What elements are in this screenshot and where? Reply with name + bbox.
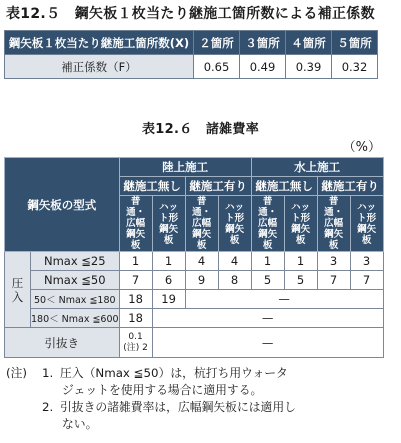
table-cell: 0.49 [240,55,286,79]
column-header: ハット形鋼矢板 [350,196,383,252]
row-label: Nmax ≦25 [31,252,120,271]
table-cell: 4 [185,252,218,271]
table-row [5,55,378,79]
column-header: 普通・広幅鋼矢板 [251,196,284,252]
press-label: 圧 入 [5,252,31,328]
table-row [5,328,384,358]
notes [6,365,296,433]
column-header: ハット形鋼矢板 [218,196,251,252]
table-cell: 18 [119,309,152,328]
table-cell: — [185,290,383,309]
note-text: 圧入（Nmax ≦50）は，杭打ち用ウォータ [60,366,288,380]
row-label: 50＜ Nmax ≦180 [31,290,120,309]
correction-factor-table [4,30,378,79]
note-text: ジェットを使用する場合に適用する。 [62,383,263,397]
table-cell: 5 [284,271,317,290]
table-cell: — [152,328,383,358]
column-header: ハット形鋼矢板 [152,196,185,252]
table-cell: 19 [152,290,185,309]
note-number: 1. [42,366,54,380]
table-cell: 5 [251,271,284,290]
table-row [5,252,384,271]
subgroup-header: 継施工有り [317,177,383,196]
table-cell: 8 [218,271,251,290]
row-label: Nmax ≦50 [31,271,120,290]
row-label: 180＜ Nmax ≦600 [31,309,120,328]
table-cell: 3 [317,252,350,271]
subgroup-header: 継施工有り [185,177,251,196]
table-cell: 9 [185,271,218,290]
table-cell: 7 [119,271,152,290]
column-header: 普通・広幅鋼矢板 [185,196,218,252]
table2-title: 表12.６ 諸雑費率 [141,122,260,137]
table-row [5,158,384,177]
table-cell: 4 [218,252,251,271]
table-cell: 18 [119,290,152,309]
unit-label: （%） [342,140,381,155]
table-row [5,290,384,309]
group-header: 水上施工 [251,158,383,177]
column-header: ３箇所 [240,31,286,55]
note-text: ない。 [62,417,98,431]
table-cell: 0.65 [194,55,240,79]
column-header: ４箇所 [286,31,332,55]
table-cell: 7 [317,271,350,290]
table-cell: 7 [350,271,383,290]
column-header: 普通・広幅鋼矢板 [119,196,152,252]
note-lead: (注) [6,366,28,380]
table-cell: — [152,309,383,328]
table-cell: 0.39 [286,55,332,79]
subgroup-header: 継施工無し [251,177,317,196]
table-cell: 1 [119,252,152,271]
misc-expense-table [4,157,384,358]
table-cell: 0.1 (注) 2 [119,328,152,358]
row-label: 引抜き [5,328,120,358]
table-cell: 6 [152,271,185,290]
column-header: 普通・広幅鋼矢板 [317,196,350,252]
note-text: 引抜きの諸雑費率は，広幅鋼矢板には適用し [60,400,296,414]
table-cell: 3 [350,252,383,271]
row-label: 補正係数（F） [5,55,194,79]
group-header: 陸上施工 [119,158,251,177]
subgroup-header: 継施工無し [119,177,185,196]
table-cell: 1 [251,252,284,271]
type-header: 鋼矢板の型式 [5,158,120,252]
column-header: ２箇所 [194,31,240,55]
table-row [5,31,378,55]
header-label: 鋼矢板１枚当たり継施工箇所数(X) [5,31,194,55]
table-row [5,271,384,290]
column-header: ハット形鋼矢板 [284,196,317,252]
note-number: 2. [42,400,54,414]
table-cell: 1 [152,252,185,271]
table-cell: 1 [284,252,317,271]
table-row [5,309,384,328]
column-header: ５箇所 [332,31,378,55]
table-cell: 0.32 [332,55,378,79]
table1-title: 表12.５ 鋼矢板１枚当たり継施工箇所数による補正係数 [6,6,375,22]
